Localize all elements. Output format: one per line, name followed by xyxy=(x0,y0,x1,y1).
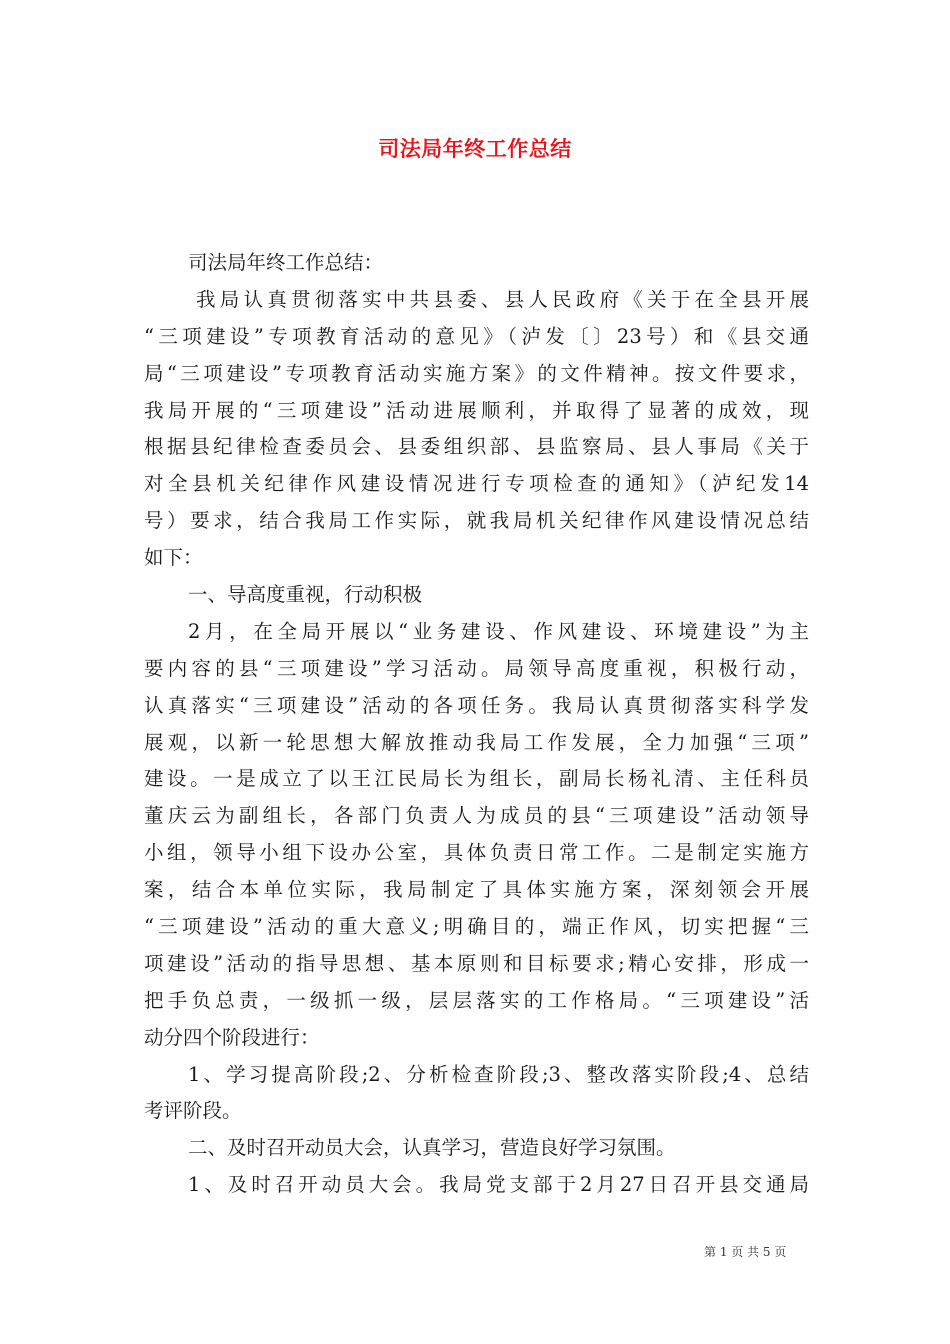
text-line: 小组，领导小组下设办公室，具体负责日常工作。二是制定实施方 xyxy=(144,841,809,865)
text-line: 动分四个阶段进行： xyxy=(144,1025,320,1049)
text-line: “三项建设”专项教育活动的意见》（泸发〔〕23号）和《县交通 xyxy=(144,324,809,348)
text-line: 号）要求，结合我局工作实际，就我局机关纪律作风建设情况总结 xyxy=(144,509,809,533)
text-line: 我局认真贯彻落实中共县委、县人民政府《关于在全县开展 xyxy=(196,287,809,311)
text-line: 我局开展的“三项建设”活动进展顺利，并取得了显著的成效，现 xyxy=(144,398,809,422)
text-line: 项建设”活动的指导思想、基本原则和目标要求;精心安排，形成一 xyxy=(144,951,809,975)
text-line: 1、学习提高阶段;2、分析检查阶段;3、整改落实阶段;4、总结 xyxy=(188,1062,809,1086)
text-line: 二、及时召开动员大会，认真学习，营造良好学习氛围。 xyxy=(188,1136,676,1160)
text-line: 案，结合本单位实际，我局制定了具体实施方案，深刻领会开展 xyxy=(144,878,809,902)
text-line: 董庆云为副组长，各部门负责人为成员的县“三项建设”活动领导 xyxy=(144,804,809,828)
text-line: 2月，在全局开展以“业务建设、作风建设、环境建设”为主 xyxy=(188,619,809,643)
document-title: 司法局年终工作总结 xyxy=(378,137,572,161)
text-line: 如下： xyxy=(144,546,203,570)
text-line: 司法局年终工作总结： xyxy=(188,251,384,274)
text-line: 认真落实“三项建设”活动的各项任务。我局认真贯彻落实科学发 xyxy=(144,693,809,717)
text-line: 把手负总责，一级抓一级，层层落实的工作格局。“三项建设”活 xyxy=(144,988,809,1012)
text-line: 展观，以新一轮思想大解放推动我局工作发展，全力加强“三项” xyxy=(144,730,809,754)
text-line: 局“三项建设”专项教育活动实施方案》的文件精神。按文件要求， xyxy=(144,361,809,385)
text-line: 1、及时召开动员大会。我局党支部于2月27日召开县交通局 xyxy=(188,1173,809,1197)
text-line: 一、导高度重视，行动积极 xyxy=(188,583,423,607)
text-line: 要内容的县“三项建设”学习活动。局领导高度重视，积极行动， xyxy=(144,656,809,680)
text-line: 根据县纪律检查委员会、县委组织部、县监察局、县人事局《关于 xyxy=(144,435,809,459)
page-number-footer: 第 1 页 共 5 页 xyxy=(704,1245,787,1259)
text-line: 考评阶段。 xyxy=(144,1099,242,1123)
text-line: 建设。一是成立了以王江民局长为组长，副局长杨礼清、主任科员 xyxy=(144,767,809,791)
text-line: “三项建设”活动的重大意义;明确目的，端正作风，切实把握“三 xyxy=(144,915,809,939)
text-line: 对全县机关纪律作风建设情况进行专项检查的通知》（泸纪发14 xyxy=(144,472,809,496)
document-body xyxy=(144,249,809,1208)
